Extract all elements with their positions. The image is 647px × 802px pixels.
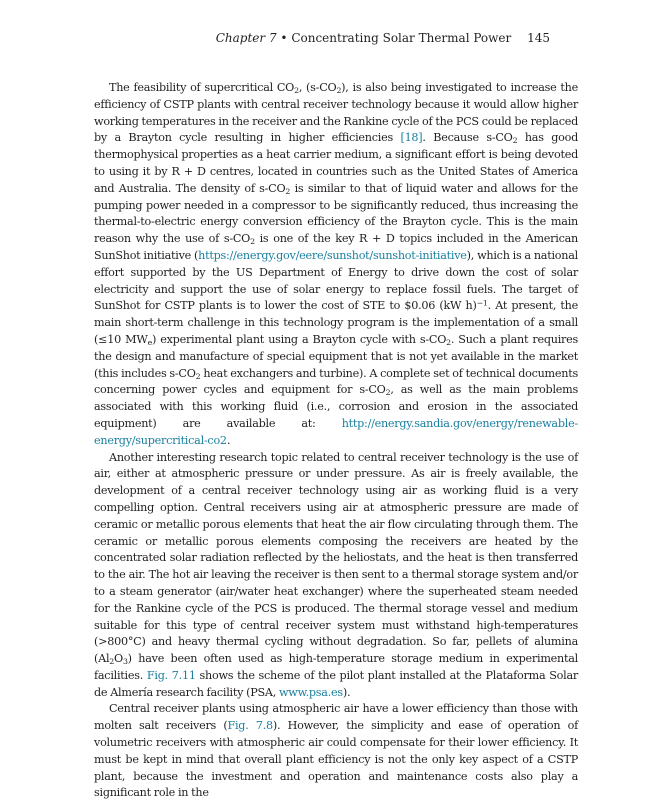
- body-text: [94, 80, 578, 802]
- psa-url-link[interactable]: www.psa.es: [278, 685, 343, 699]
- chapter-label: Chapter 7: [215, 31, 277, 45]
- reference-link-18[interactable]: [18]: [400, 131, 423, 145]
- paragraph-air-receivers: Another interesting research topic related to central receiver technology is the use of air, either at atmospheric pressure or under pressure. As air is freely available, the development of a central receiver technology using air as working fluid is a very compelling option. Central receivers using air at atmospheric pressure are made of ceramic or metallic porous elements that heat the air flow circulating through them. The ceramic or metallic porous elements composing the receivers are heated by the concentrated solar radiation reflected by the heliostats, and the heat is then transferred to the air. The hot air leaving the receiver is then sent to a thermal storage system and/or to a steam generator (air/water heat exchanger) where the superheated steam needed for the Rankine cycle of the PCS is produced. The thermal storage vessel and medium suitable for this type of central receiver system must withstand high-temperatures (>800°C) and heavy thermal cycling without degradation. So far, pellets of alumina $(Al_2O_3)$ have been often used as high-temperature storage medium in experimental facilities. Fig. 7.11 shows the scheme of the pilot plant installed at the Plataforma Solar de Almería research facility (PSA, www.psa.es).: [94, 450, 579, 699]
- running-header: [216, 30, 550, 46]
- sunshot-url-link[interactable]: https://energy.gov/eere/sunshot/sunshot-initiative: [198, 248, 467, 262]
- header-bullet: •: [280, 31, 288, 45]
- paragraph-atmospheric-air-efficiency: Central receiver plants using atmospheric air have a lower efficiency than those with molten salt receivers (Fig. 7.8). However, the simplicity and ease of operation of volumetric receivers with atmospheric air could compensate for their lower efficiency. It must be kept in mind that overall plant efficiency is not the only key aspect of a CSTP plant, because the investment and operation and maintenance costs also play a significant role in the: [94, 702, 578, 800]
- page-number: 145: [527, 31, 550, 45]
- sandia-url-link[interactable]: http://energy.sandia.gov/energy/renewable-energy/supercritical-co2: [94, 416, 578, 447]
- figure-7-11-link[interactable]: Fig. 7.11: [146, 668, 196, 682]
- paragraph-supercritical-co2: The feasibility of supercritical $CO_2$, $(s-CO_2)$, is also being investigated to increase the efficiency of CSTP plants with central receiver technology because it would allow higher working temperatures in the receiver and the Rankine cycle of the PCS could be replaced by a Brayton cycle resulting in higher efficiencies [18]. Because $s-CO_2$ has good thermophysical properties as a heat carrier medium, a significant effort is being devoted to using it by R + D centres, located in countries such as the United States of America and Australia. The density of $s-CO_2$ is similar to that of liquid water and allows for the pumping power needed in a compressor to be significantly reduced, thus increasing the thermal-to-electric energy conversion efficiency of the Brayton cycle. This is the main reason why the use of $s-CO_2$ is one of the key R + D topics included in the American SunShot initiative (https://energy.gov/eere/sunshot/sunshot-initiative), which is a national effort supported by the US Department of Energy to drive down the cost of solar electricity and support the use of solar energy to replace fossil fuels. The target of SunShot for CSTP plants is to lower the cost of STE to $0.06 (kW h)$^{-1}$. At present, the main short-term challenge in this technology program is the implementation of a small (≤10 $MW_e$) experimental plant using a Brayton cycle with $s-CO_2$. Such a plant requires the design and manufacture of special equipment that is not yet available in the market (this includes $s-CO_2$ heat exchangers and turbine). A complete set of technical documents concerning power cycles and equipment for $s-CO_2$, as well as the main problems associated with this working fluid (i.e., corrosion and erosion in the associated equipment) are available at: http://energy.sandia.gov/energy/renewable-energy/supercritical-co2.: [94, 81, 579, 447]
- figure-7-8-link[interactable]: Fig. 7.8: [227, 719, 273, 733]
- chapter-title: Concentrating Solar Thermal Power: [291, 31, 512, 45]
